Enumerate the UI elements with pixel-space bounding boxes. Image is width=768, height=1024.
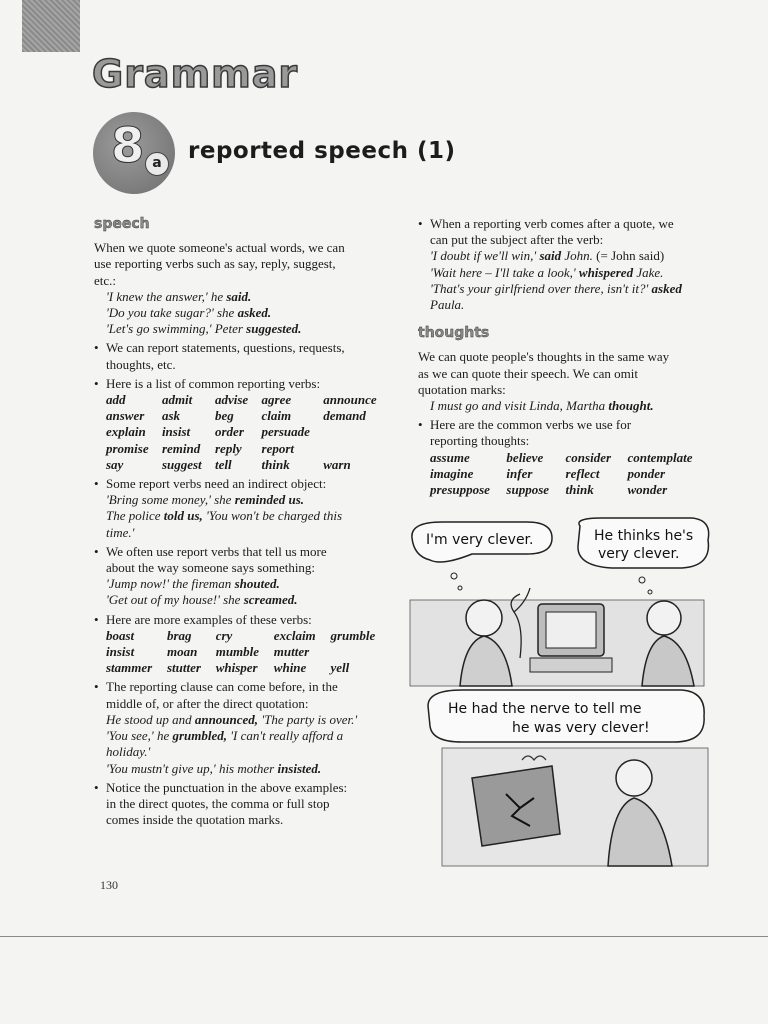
example-line: Paula. — [430, 297, 465, 313]
woman-head — [647, 601, 681, 635]
unit-badge — [93, 112, 175, 194]
verb-cell: infer — [506, 465, 533, 481]
verb-cell: ask — [161, 408, 180, 424]
verb-cell: stammer — [106, 660, 153, 676]
bullet-thought-verbs: • Here are the common verbs we use for reporting thoughts: — [418, 417, 703, 449]
thought-dot — [451, 573, 457, 579]
verb-cell: grumble — [330, 627, 376, 643]
speech-heading: speech — [94, 216, 150, 232]
verb-cell: add — [106, 392, 126, 408]
bubble-2-line-1: He thinks he's — [594, 528, 694, 544]
page-number: 130 — [100, 878, 118, 892]
verb-cell: moan — [166, 644, 198, 660]
verb-cell: say — [106, 456, 124, 472]
bubble-1-text: I'm very clever. — [426, 532, 534, 548]
bullet-subject-after-verb: • When a reporting verb comes after a quote, we can put the subject after the verb: — [418, 216, 703, 248]
thought-verbs-grid — [418, 450, 703, 499]
verb-cell: promise — [106, 440, 149, 456]
computer-base — [530, 658, 612, 672]
left-column — [94, 216, 384, 828]
example-line: 'Let's go swimming,' Peter suggested. — [106, 321, 302, 337]
section-title: Grammar — [92, 52, 299, 96]
verb-cell: announce — [323, 392, 377, 408]
verb-cell: tell — [214, 456, 232, 472]
verb-cell: report — [261, 440, 295, 456]
verb-cell: think — [565, 482, 594, 498]
verb-cell: assume — [430, 449, 470, 465]
verb-cell: contemplate — [627, 449, 693, 465]
thoughts-intro-line-3: quotation marks: — [418, 381, 506, 397]
verb-cell: insist — [106, 644, 135, 660]
verb-cell: reflect — [565, 465, 600, 481]
verb-cell: beg — [214, 408, 234, 424]
intro-line-2: use reporting verbs such as say, reply, suggest, — [94, 256, 336, 272]
bullet-statements: • We can report statements, questions, requests, thoughts, etc. — [94, 340, 384, 372]
manner-verbs-grid — [94, 628, 384, 677]
verb-cell: suppose — [506, 482, 550, 498]
bottom-rule — [0, 936, 768, 937]
verb-cell: suggest — [161, 456, 202, 472]
thoughts-heading: thoughts — [418, 325, 490, 342]
unit-title: reported speech (1) — [188, 138, 456, 164]
example-list-3 — [94, 492, 384, 541]
example-line: 'Jump now!' the fireman shouted. — [106, 576, 280, 592]
example-line: 'You mustn't give up,' his mother insisted. — [106, 760, 322, 776]
verb-cell: ponder — [627, 465, 666, 481]
computer-screen — [546, 612, 596, 648]
unit-number: 8 — [111, 118, 145, 174]
unit-letter: a — [145, 152, 169, 176]
verb-cell: admit — [161, 392, 193, 408]
example-list-right-1 — [418, 248, 703, 313]
verb-cell: brag — [166, 627, 192, 643]
corner-tint-block — [22, 0, 80, 52]
verb-cell: remind — [161, 440, 201, 456]
verb-cell: wonder — [627, 482, 668, 498]
example-line: 'You see,' he grumbled, 'I can't really afford a — [106, 728, 344, 744]
thought-dot — [458, 586, 462, 590]
verb-cell: believe — [506, 449, 544, 465]
example-line: The police told us, 'You won't be charged this — [106, 508, 343, 524]
verb-cell: mutter — [273, 644, 310, 660]
bullet-clause-position: • The reporting clause can come before, in the middle of, or after the direct quotation: — [94, 679, 384, 711]
common-verbs-grid — [94, 392, 384, 473]
verb-cell: mumble — [215, 644, 260, 660]
verb-cell: consider — [565, 449, 612, 465]
verb-cell: order — [214, 424, 244, 440]
woman-angry-head — [616, 760, 652, 796]
bubble-2-line-2: very clever. — [598, 546, 680, 562]
verb-cell: whisper — [215, 660, 258, 676]
bullet-indirect-object: • Some report verbs need an indirect object: — [94, 476, 384, 492]
verb-cell: yell — [330, 660, 350, 676]
verb-cell — [330, 644, 384, 660]
verb-cell: explain — [106, 424, 146, 440]
bullet-punctuation: • Notice the punctuation in the above examples: in the direct quotes, the comma or full stop comes inside the quotation marks. — [94, 780, 384, 829]
intro-line-1: When we quote someone's actual words, we can — [94, 240, 345, 256]
verb-cell: exclaim — [273, 627, 316, 643]
bubble-3-line-2: he was very clever! — [512, 720, 650, 736]
verb-cell — [323, 441, 384, 457]
verb-cell: stutter — [166, 660, 201, 676]
example-line: 'I doubt if we'll win,' said John. (= John said) — [430, 248, 665, 264]
verb-cell: answer — [106, 408, 145, 424]
example-line: 'Wait here – I'll take a look,' whispered Jake. — [430, 264, 664, 280]
verb-cell: agree — [261, 392, 292, 408]
bullet-more-examples: • Here are more examples of these verbs: — [94, 612, 384, 628]
verb-cell: advise — [214, 392, 249, 408]
example-line: He stood up and announced, 'The party is over.' — [106, 711, 358, 727]
example-line: 'Do you take sugar?' she asked. — [106, 305, 272, 321]
thoughts-example: I must go and visit Linda, Martha thought. — [430, 398, 654, 414]
example-list-6 — [94, 712, 384, 777]
example-list-1 — [94, 289, 384, 338]
verb-cell: claim — [261, 408, 292, 424]
verb-cell: reply — [214, 440, 242, 456]
verb-cell: demand — [323, 408, 366, 424]
bubble-3-line-1: He had the nerve to tell me — [448, 701, 642, 717]
smashed-computer — [472, 766, 560, 846]
verb-cell: whine — [273, 660, 307, 676]
verb-cell: presuppose — [430, 482, 490, 498]
example-list-4 — [94, 576, 384, 608]
man-head — [466, 600, 502, 636]
bullet-manner-verbs: • We often use report verbs that tell us more about the way someone says something: — [94, 544, 384, 576]
verb-cell: warn — [323, 456, 351, 472]
thoughts-intro-line-2: as we can quote their speech. We can omit — [418, 365, 638, 381]
right-column — [418, 216, 703, 498]
intro-line-3: etc.: — [94, 272, 117, 288]
verb-cell: persuade — [261, 424, 310, 440]
verb-cell — [323, 424, 384, 440]
verb-cell: cry — [215, 627, 233, 643]
example-line: 'Get out of my house!' she screamed. — [106, 592, 298, 608]
bullet-common-verbs: • Here is a list of common reporting verbs: — [94, 376, 384, 392]
thought-dot — [639, 577, 645, 583]
example-line: 'That's your girlfriend over there, isn't it?' asked — [430, 280, 682, 296]
verb-cell: insist — [161, 424, 191, 440]
verb-cell: think — [261, 456, 290, 472]
thought-dot — [648, 590, 652, 594]
example-line: time.' — [106, 524, 135, 540]
example-line: 'Bring some money,' she reminded us. — [106, 492, 305, 508]
example-line: holiday.' — [106, 744, 151, 760]
thoughts-intro-line-1: We can quote people's thoughts in the same way — [418, 349, 670, 365]
example-line: 'I knew the answer,' he said. — [106, 288, 252, 304]
cartoon-illustration — [402, 516, 712, 878]
verb-cell: imagine — [430, 465, 474, 481]
verb-cell: boast — [106, 627, 135, 643]
